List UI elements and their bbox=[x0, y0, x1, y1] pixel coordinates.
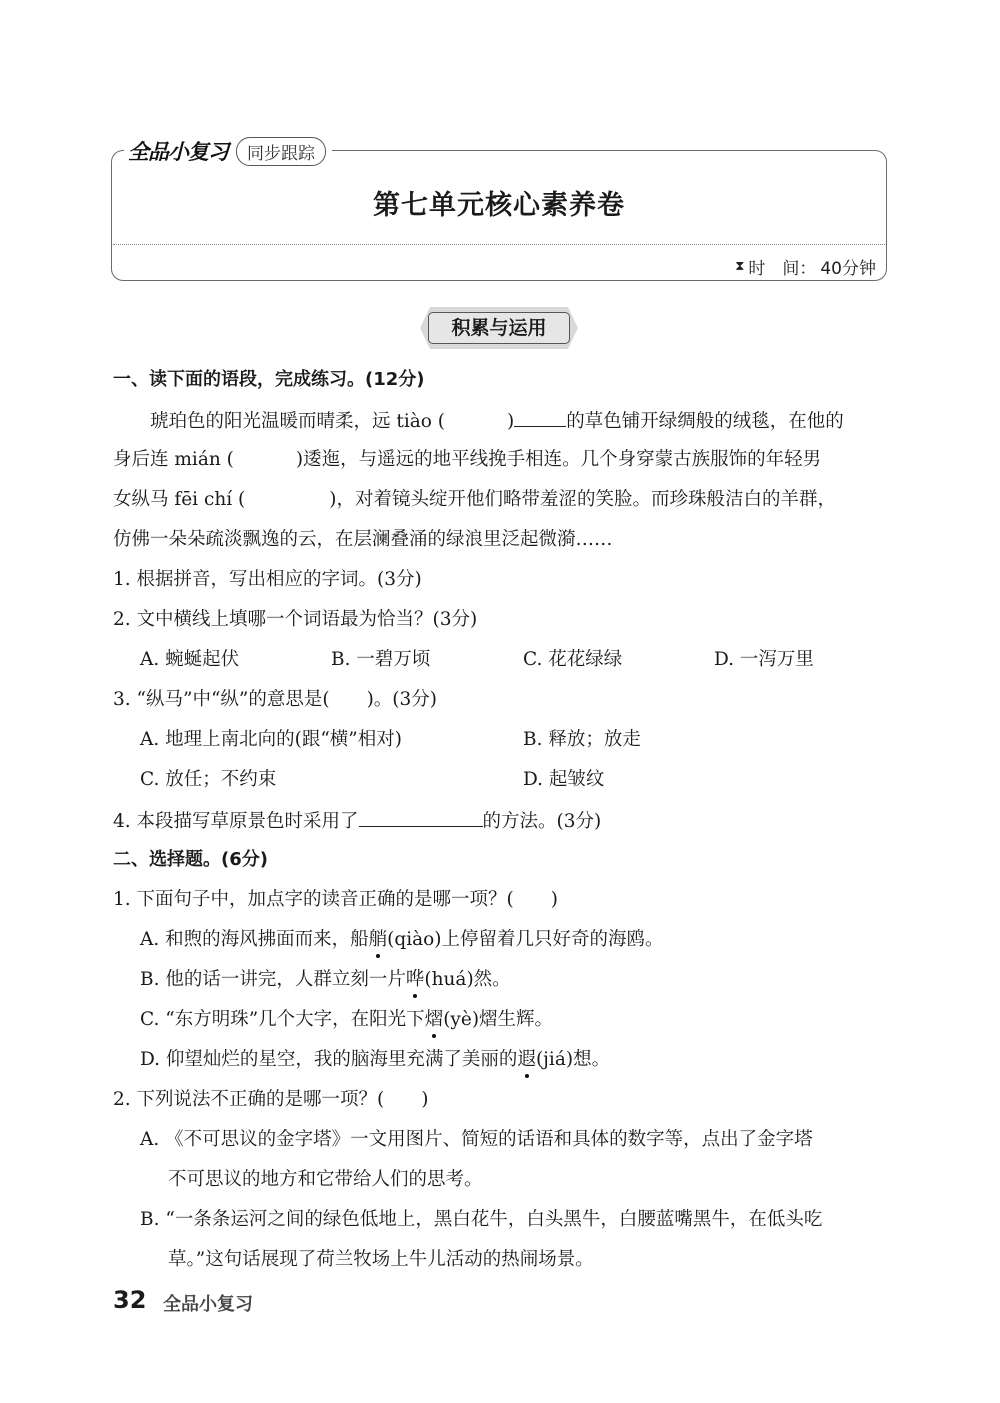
section-banner: 积累与运用 bbox=[428, 312, 570, 344]
option-C[interactable]: C. 花花绿绿 bbox=[523, 649, 623, 670]
paragraph-line-4: 仿佛一朵朵疏淡飘逸的云，在层澜叠涌的绿浪里泛起微漪…… bbox=[113, 529, 613, 550]
option-D[interactable] bbox=[140, 1048, 610, 1072]
time-label: 时 间： bbox=[748, 259, 817, 279]
dotted-char: 哗 bbox=[405, 969, 425, 990]
text-segment: 的方法。(3分) bbox=[482, 811, 602, 832]
paragraph-line-3 bbox=[113, 488, 836, 512]
text-segment: 4. 本段描写草原景色时采用了 bbox=[113, 811, 359, 832]
text-segment: ) bbox=[507, 411, 515, 432]
option-B-continued: 草。”这句话展现了荷兰牧场上牛儿活动的热闹场景。 bbox=[168, 1249, 594, 1270]
time-value: 40分钟 bbox=[820, 259, 876, 279]
part1-heading: 一、读下面的语段，完成练习。(12分) bbox=[113, 369, 425, 390]
dotted-divider bbox=[113, 244, 885, 245]
question-2-1: 1. 下面句子中，加点字的读音正确的是哪一项？( ) bbox=[113, 889, 558, 910]
option-B[interactable]: B. 释放；放走 bbox=[523, 729, 641, 750]
page-number: 32 bbox=[113, 1286, 147, 1314]
option-A[interactable]: A. 蜿蜒起伏 bbox=[140, 649, 240, 670]
option-D[interactable]: D. 一泻万里 bbox=[714, 649, 814, 670]
text-segment: (yè)熠生辉。 bbox=[443, 1009, 554, 1030]
text-segment: )逶迤，与遥远的地平线挽手相连。几个身穿蒙古族服饰的年轻男 bbox=[295, 449, 822, 470]
question-2-2: 2. 下列说法不正确的是哪一项？( ) bbox=[113, 1089, 429, 1110]
question-1-3: 3. “纵马”中“纵”的意思是( )。(3分) bbox=[113, 689, 438, 710]
time-info bbox=[735, 254, 876, 279]
question-1-2: 2. 文中横线上填哪一个词语最为恰当？(3分) bbox=[113, 609, 478, 630]
paragraph-line-1 bbox=[150, 408, 844, 434]
text-segment: C. “东方明珠”几个大字，在阳光下 bbox=[140, 1009, 425, 1030]
option-A[interactable]: A. 地理上南北向的(跟“横”相对) bbox=[140, 729, 402, 750]
dotted-char: 遐 bbox=[517, 1049, 536, 1070]
page-title: 第七单元核心素养卷 bbox=[373, 190, 625, 221]
text-segment: 琥珀色的阳光温暖而晴柔，远 tiào ( bbox=[150, 411, 445, 432]
option-C[interactable]: C. 放任；不约束 bbox=[140, 769, 277, 790]
text-segment: 的草色铺开绿绸般的绒毯，在他的 bbox=[566, 411, 844, 432]
option-B[interactable]: B. 一碧万顷 bbox=[331, 649, 431, 670]
hourglass-icon: ⧗ bbox=[735, 259, 745, 274]
fill-blank-line[interactable] bbox=[514, 408, 566, 427]
dotted-char: 艄 bbox=[368, 929, 388, 950]
text-segment: )，对着镜头绽开他们略带羞涩的笑脸。而珍珠般洁白的羊群， bbox=[329, 489, 836, 510]
question-1-1: 1. 根据拼音，写出相应的字词。(3分) bbox=[113, 569, 422, 590]
text-segment: B. 他的话一讲完，人群立刻一片 bbox=[140, 969, 406, 990]
fill-blank-line[interactable] bbox=[359, 808, 483, 827]
option-B[interactable]: B. “一条条运河之间的绿色低地上，黑白花牛，白头黑牛，白腰蓝嘴黑牛，在低头吃 bbox=[140, 1209, 823, 1230]
question-1-4 bbox=[113, 808, 601, 834]
dotted-char: 熠 bbox=[424, 1009, 444, 1030]
sync-tag: 同步跟踪 bbox=[236, 137, 326, 166]
text-segment: 身后连 mián ( bbox=[113, 449, 234, 470]
option-C[interactable] bbox=[140, 1008, 553, 1032]
text-segment: 女纵马 fēi chí ( bbox=[113, 489, 246, 510]
footer-brand: 全品小复习 bbox=[163, 1294, 253, 1315]
option-D[interactable]: D. 起皱纹 bbox=[523, 769, 605, 790]
text-segment: (huá)然。 bbox=[424, 969, 511, 990]
option-B[interactable] bbox=[140, 968, 511, 992]
text-segment: D. 仰望灿烂的星空，我的脑海里充满了美丽的 bbox=[140, 1049, 518, 1070]
text-segment: (qiào)上停留着几只好奇的海鸥。 bbox=[387, 929, 664, 950]
text-segment: (jiá)想。 bbox=[535, 1049, 611, 1070]
option-A[interactable] bbox=[140, 928, 664, 952]
part2-heading: 二、选择题。(6分) bbox=[113, 849, 268, 870]
brand-logo: 全品小复习 bbox=[128, 140, 228, 164]
header-logo bbox=[124, 136, 332, 166]
option-A-continued: 不可思议的地方和它带给人们的思考。 bbox=[168, 1169, 483, 1190]
paragraph-line-2 bbox=[113, 448, 821, 472]
text-segment: A. 和煦的海风拂面而来，船 bbox=[140, 929, 369, 950]
option-A[interactable]: A. 《不可思议的金字塔》一文用图片、简短的话语和具体的数字等，点出了金字塔 bbox=[140, 1129, 813, 1150]
